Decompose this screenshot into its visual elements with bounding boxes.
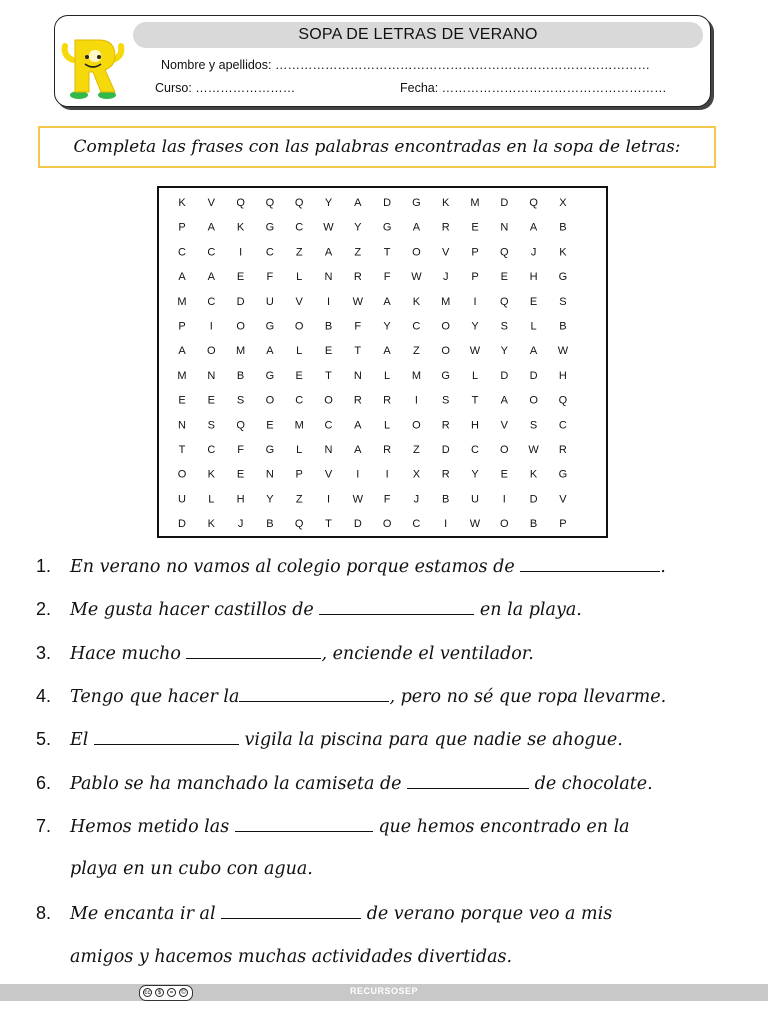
grid-letter: Z [354,246,362,259]
grid-letter: A [529,221,538,234]
grid-letter: F [383,493,391,506]
grid-letter: L [208,493,215,506]
grid-letter: A [207,221,215,234]
footer-bar [0,984,768,1001]
license-glyph-icon: © [179,988,188,997]
sentence-text: Hemos metido las [70,817,235,837]
grid-letter: O [441,345,450,358]
grid-letter: L [384,419,391,432]
grid-letter: E [178,394,186,407]
sentence-text: playa en un cubo con agua. [70,859,313,879]
grid-letter: J [530,246,537,259]
grid-letter: Q [529,197,538,209]
sentence-text-end: , enciende el ventilador. [321,644,534,664]
grid-letter: V [500,419,508,432]
sentence-text-end: en la playa. [474,600,582,620]
grid-letter: E [236,271,245,284]
sentence-text-end: de chocolate. [529,774,653,794]
sentence-number: 8. [36,903,52,923]
grid-letter: I [326,493,331,506]
sentence-text-end: . [660,557,666,577]
sentence-line [36,729,623,750]
grid-letter: O [412,246,421,259]
grid-letter: X [412,468,421,481]
sentence-number: 6. [36,773,52,793]
grid-letter: A [324,246,333,259]
grid-letter: A [178,345,186,358]
grid-letter: R [441,221,450,234]
grid-letter: C [265,246,274,259]
grid-letter: D [500,197,509,209]
grid-letter: A [383,345,391,358]
grid-letter: A [500,394,508,407]
answer-blank[interactable] [319,600,474,615]
instruction-box: Completa las frases con las palabras encontradas en la sopa de letras: [38,126,716,168]
grid-letter: E [207,394,215,407]
grid-letter: M [441,295,451,308]
sentence-text-end: de verano porque veo a mis [361,904,613,924]
grid-letter: O [265,394,275,407]
grid-letter: A [412,221,421,234]
grid-letter: G [265,444,275,456]
grid-letter: K [529,468,538,481]
answer-blank[interactable] [186,644,321,659]
sentence-line [36,816,630,837]
grid-letter: J [413,493,420,506]
grid-letter: R [441,419,450,432]
grid-letter: G [558,468,568,481]
grid-letter: E [236,468,245,481]
grid-letter: T [178,444,186,456]
sentence-line [36,947,512,967]
sentence-line [36,903,612,924]
sentence-number: 1. [36,556,52,576]
grid-letter: P [471,246,479,259]
grid-letter: L [296,444,303,456]
grid-letter: D [353,518,362,531]
grid-letter: I [326,295,331,308]
sentence-text: Me encanta ir al [70,904,222,924]
grid-letter: K [178,197,186,209]
grid-letter: C [207,295,216,308]
grid-letter: V [324,468,333,481]
sentence-text: Hace mucho [70,644,187,664]
sentence-number: 2. [36,599,52,619]
grid-letter: R [558,444,567,456]
sentence-line [36,773,653,794]
grid-letter: S [500,320,508,333]
grid-letter: H [471,419,479,432]
grid-letter: K [207,468,215,481]
grid-letter: N [178,419,186,432]
header-box [54,15,711,107]
grid-letter: W [352,295,363,308]
grid-letter: L [384,369,391,382]
grid-letter: I [385,468,389,481]
grid-letter: O [207,345,216,358]
sentence-number: 4. [36,686,52,706]
name-field[interactable]: Nombre y apellidos: ……………………………………………………………………………… [161,58,650,72]
grid-letter: B [559,221,567,234]
grid-letter: P [295,468,303,481]
grid-letter: Q [294,197,304,209]
grid-letter: B [442,493,450,506]
grid-letter: M [470,197,480,209]
sentence-line [36,599,582,620]
grid-letter: W [469,518,481,531]
grid-letter: E [266,419,274,432]
grid-letter: O [500,518,509,531]
grid-letter: O [177,468,187,481]
grid-letter: R [383,444,392,456]
grid-letter: U [178,493,186,506]
grid-letter: O [412,419,421,432]
sentence-line [36,556,666,577]
grid-letter: M [236,345,246,358]
grid-letter: T [354,345,362,358]
grid-letter: A [178,271,186,284]
sentence-text-end: , pero no sé que ropa llevarme. [389,687,667,707]
grid-letter: S [442,394,450,407]
grid-letter: V [442,246,450,259]
grid-letter: R [353,394,362,407]
grid-letter: N [324,444,333,456]
grid-letter: N [353,369,362,382]
grid-letter: Y [324,197,333,209]
license-glyph-icon: = [167,988,176,997]
grid-letter: N [500,221,509,234]
grid-letter: M [177,295,187,308]
grid-letter: A [383,295,391,308]
grid-letter: F [237,444,244,456]
grid-letter: I [239,246,243,259]
grid-letter: L [296,345,303,358]
grid-letter: N [324,271,333,284]
grid-letter: D [178,518,186,531]
grid-letter: H [236,493,245,506]
course-field[interactable]: Curso: …………………… [155,81,296,95]
grid-letter: A [354,419,362,432]
grid-letter: N [207,369,216,382]
grid-letter: E [295,369,303,382]
grid-letter: G [441,369,450,382]
grid-letter: C [178,246,186,259]
grid-letter: D [236,295,245,308]
grid-letter: I [444,518,448,531]
grid-letter: W [557,345,569,358]
grid-letter: C [558,419,567,432]
answer-blank[interactable] [94,730,239,745]
grid-letter: F [383,271,391,284]
grid-letter: M [177,369,187,382]
grid-letter: A [266,345,274,358]
grid-letter: A [354,444,362,456]
grid-letter: S [529,419,538,432]
grid-letter: I [209,320,213,333]
grid-letter: I [414,394,418,407]
sentence-text: amigos y hacemos muchas actividades divertidas. [70,947,513,967]
grid-letter: G [382,221,392,234]
grid-letter: L [471,369,479,382]
grid-letter: C [295,221,304,234]
grid-letter: Q [558,394,568,407]
grid-letter: S [236,394,245,407]
grid-letter: K [442,197,450,209]
grid-letter: K [559,246,567,259]
grid-letter: G [265,369,275,382]
grid-letter: E [324,345,333,358]
grid-letter: P [178,320,186,333]
grid-letter: T [383,246,391,259]
mascot-letter-r-icon [61,32,125,100]
grid-letter: P [559,518,567,531]
grid-letter: R [353,271,362,284]
footer-brand: RECURSOSEP [349,986,418,996]
grid-letter: Y [354,221,362,234]
grid-letter: O [500,444,509,456]
grid-letter: V [207,197,215,209]
grid-letter: C [412,518,421,531]
word-search-letters [159,188,606,536]
sentence-text: En verano no vamos al colegio porque estamos de [70,557,521,577]
grid-letter: I [502,493,506,506]
license-glyph-icon: $ [155,988,164,997]
sentence-text-end: vigila la piscina para que nadie se ahogue. [238,730,623,750]
grid-letter: O [441,320,450,333]
grid-letter: C [471,444,479,456]
grid-letter: Q [236,197,245,209]
grid-letter: A [207,271,215,284]
grid-letter: Z [413,345,420,358]
grid-letter: J [237,518,244,531]
grid-letter: F [354,320,362,333]
grid-letter: O [324,394,333,407]
grid-letter: L [530,320,537,333]
grid-letter: O [382,518,392,531]
grid-letter: E [529,295,538,308]
grid-letter: Q [500,246,509,259]
grid-letter: D [500,369,509,382]
grid-letter: J [442,271,449,284]
grid-letter: G [265,320,275,333]
grid-letter: A [354,197,362,209]
grid-letter: W [323,221,334,234]
sentence-text: Me gusta hacer castillos de [70,600,320,620]
sentence-number: 7. [36,816,52,836]
grid-letter: K [236,221,245,234]
grid-letter: Y [471,468,479,481]
grid-letter: D [441,444,450,456]
grid-letter: Q [236,419,245,432]
grid-letter: I [473,295,477,308]
grid-letter: W [352,493,363,506]
grid-letter: U [265,295,274,308]
grid-letter: T [471,394,479,407]
grid-letter: T [325,369,332,382]
grid-letter: D [529,369,538,382]
grid-letter: E [500,468,508,481]
grid-letter: Z [413,444,420,456]
grid-letter: W [528,444,539,456]
grid-letter: C [207,444,216,456]
answer-blank[interactable] [235,817,373,832]
sentence-number: 3. [36,643,52,663]
worksheet-title: SOPA DE LETRAS DE VERANO [133,22,703,48]
grid-letter: N [265,468,274,481]
grid-letter: O [236,320,245,333]
grid-letter: D [529,493,538,506]
grid-letter: Y [500,345,508,358]
date-field[interactable]: Fecha: ……………………………………………… [400,81,667,95]
grid-letter: W [411,271,422,284]
answer-blank[interactable] [239,687,389,702]
word-search-grid [157,186,608,538]
grid-letter: P [178,221,186,234]
grid-letter: Q [294,518,304,531]
grid-letter: G [558,271,568,284]
grid-letter: R [383,394,392,407]
grid-letter: X [559,197,567,209]
grid-letter: D [383,197,392,209]
grid-letter: Q [500,295,509,308]
grid-letter: Y [266,493,274,506]
grid-letter: O [294,320,304,333]
grid-letter: H [529,271,538,284]
grid-letter: E [471,221,479,234]
grid-letter: V [559,493,567,506]
grid-letter: H [558,369,567,382]
grid-letter: I [356,468,360,481]
grid-letter: B [266,518,274,531]
grid-letter: M [411,369,421,382]
grid-letter: C [295,394,304,407]
grid-letter: A [529,345,538,358]
grid-letter: T [325,518,332,531]
grid-letter: Y [471,320,479,333]
grid-letter: W [469,345,481,358]
sentence-text-end: que hemos encontrado en la [372,817,630,837]
grid-letter: G [412,197,421,209]
grid-letter: R [441,468,450,481]
grid-letter: P [471,271,479,284]
answer-blank[interactable] [221,904,361,919]
grid-letter: C [412,320,421,333]
grid-letter: V [295,295,303,308]
grid-letter: G [265,221,275,234]
grid-letter: C [207,246,216,259]
grid-letter: M [294,419,304,432]
grid-letter: S [207,419,215,432]
grid-letter: Z [295,493,303,506]
sentence-line [36,859,313,879]
sentence-text: Tengo que hacer la [70,687,240,707]
grid-letter: C [324,419,333,432]
sentence-line [36,686,666,707]
sentence-number: 5. [36,729,52,749]
grid-letter: Y [383,320,391,333]
answer-blank[interactable] [520,557,660,572]
grid-letter: B [236,369,245,382]
grid-letter: K [412,295,421,308]
grid-letter: B [559,320,567,333]
grid-letter: E [500,271,508,284]
grid-letter: K [207,518,215,531]
grid-letter: U [471,493,479,506]
sentence-text: Pablo se ha manchado la camiseta de [70,774,408,794]
answer-blank[interactable] [407,774,529,789]
grid-letter: F [266,271,274,284]
grid-letter: Z [295,246,303,259]
grid-letter: S [559,295,567,308]
grid-letter: B [324,320,333,333]
grid-letter: L [296,271,303,284]
sentence-text: El [70,730,94,750]
license-glyph-icon: cc [144,990,151,996]
grid-letter: O [529,394,538,407]
grid-letter: B [529,518,538,531]
sentence-line [36,643,534,664]
grid-letter: Q [265,197,275,209]
